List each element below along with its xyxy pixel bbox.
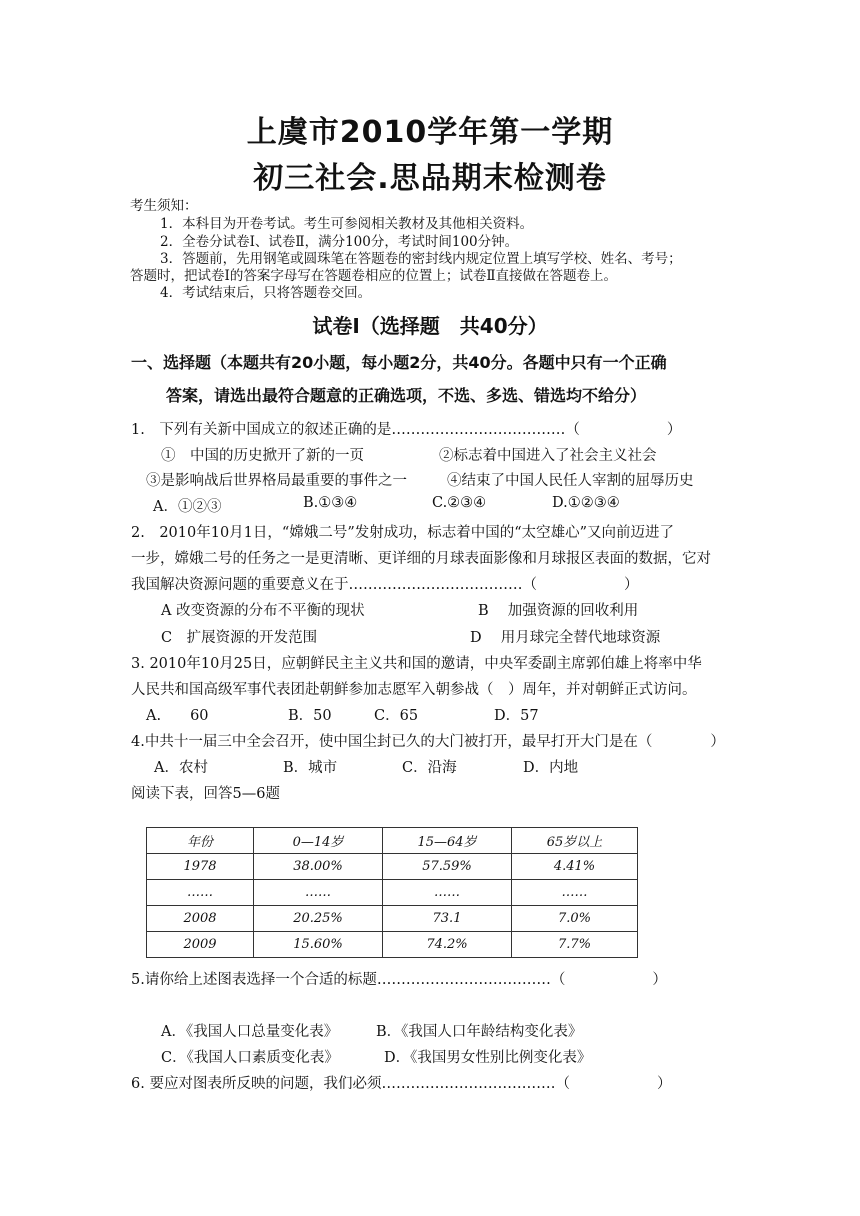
- choice-b: B．城市: [283, 760, 338, 776]
- choice-c: C．《我国人口素质变化表》: [161, 1050, 339, 1066]
- choice-c: C.②③④: [432, 495, 487, 511]
- choice-d: D．内地: [523, 760, 579, 776]
- table-cell: 57.59%: [383, 854, 512, 880]
- choice-d: D.①②③④: [552, 495, 620, 511]
- notice-item: 答题时，把试卷Ⅰ的答案字母写在答题卷相应的位置上；试卷Ⅱ直接做在答题卷上。: [130, 268, 618, 284]
- question-stem: 4.中共十一届三中全会召开，使中国尘封已久的大门被打开，最早打开大门是在（ ）: [131, 734, 725, 750]
- choice-d: D 用月球完全替代地球资源: [470, 630, 661, 646]
- exam-title-line1: 上虞市2010学年第一学期: [246, 115, 614, 150]
- table-cell: 74.2%: [383, 932, 512, 958]
- paper-heading: 试卷Ⅰ（选择题 共40分）: [312, 314, 548, 338]
- table-cell: 7.7%: [512, 932, 638, 958]
- table-header-cell: 15—64岁: [383, 828, 512, 854]
- table-cell: ……: [383, 880, 512, 906]
- table-cell: 7.0%: [512, 906, 638, 932]
- table-row: [147, 880, 638, 906]
- statement-option: ③是影响战后世界格局最重要的事件之一: [146, 473, 407, 489]
- notice-item: 4．考试结束后，只将答题卷交回。: [160, 285, 372, 301]
- table-instruction: 阅读下表，回答5—6题: [131, 786, 280, 802]
- question-stem: 2. 2010年10月1日，“嫦娥二号”发射成功，标志着中国的“太空雄心”又向前迈进了: [131, 525, 675, 541]
- table-row: [147, 906, 638, 932]
- choice-d: D．《我国男女性别比例变化表》: [384, 1050, 592, 1066]
- table-cell: 2009: [147, 932, 254, 958]
- choice-c: C．65: [374, 708, 419, 724]
- table-cell: 15.60%: [254, 932, 383, 958]
- section-instruction-line2: 答案，请选出最符合题意的正确选项，不选、多选、错选均不给分）: [166, 386, 647, 405]
- question-stem: 我国解决资源问题的重要意义在于………………………………（ ）: [131, 577, 639, 593]
- notice-item: 3．答题前，先用钢笔或圆珠笔在答题卷的密封线内规定位置上填写学校、姓名、考号；: [160, 251, 682, 267]
- choice-a: A. 60: [146, 708, 209, 724]
- table-cell: 2008: [147, 906, 254, 932]
- choice-b: B.①③④: [303, 495, 358, 511]
- question-stem: 一步，嫦娥二号的任务之一是更清晰、更详细的月球表面影像和月球报区表面的数据，它对: [131, 551, 711, 567]
- question-stem: 人民共和国高级军事代表团赴朝鲜参加志愿军入朝参战（ ）周年，并对朝鲜正式访问。: [131, 682, 697, 698]
- table-row: [147, 854, 638, 880]
- table-cell: 38.00%: [254, 854, 383, 880]
- choice-a: A 改变资源的分布不平衡的现状: [161, 603, 365, 619]
- question-6-stem: 6. 要应对图表所反映的问题，我们必须………………………………（ ）: [131, 1076, 672, 1092]
- table-header-cell: 65岁以上: [512, 828, 638, 854]
- exam-title-line2: 初三社会.思品期末检测卷: [253, 161, 607, 196]
- section-instruction-line1: 一、选择题（本题共有20小题，每小题2分，共40分。各题中只有一个正确: [131, 353, 667, 372]
- question-stem: 1. 下列有关新中国成立的叙述正确的是………………………………（ ）: [131, 422, 682, 438]
- choice-c: C．沿海: [402, 760, 457, 776]
- notice-item: 2．全卷分试卷Ⅰ、试卷Ⅱ，满分100分，考试时间100分钟。: [160, 234, 519, 250]
- notice-item: 1．本科目为开卷考试。考生可参阅相关教材及其他相关资料。: [160, 216, 534, 232]
- table-cell: 73.1: [383, 906, 512, 932]
- statement-option: ① 中国的历史掀开了新的一页: [161, 448, 364, 464]
- question-stem: 5.请你给上述图表选择一个合适的标题………………………………（ ）: [131, 972, 667, 988]
- statement-option: ②标志着中国进入了社会主义社会: [439, 448, 657, 464]
- choice-d: D．57: [494, 708, 539, 724]
- choice-c: C 扩展资源的开发范围: [161, 630, 318, 646]
- choice-b: B．《我国人口年龄结构变化表》: [376, 1024, 583, 1040]
- statement-option: ④结束了中国人民任人宰割的屈辱历史: [447, 473, 694, 489]
- choice-b: B．50: [288, 708, 332, 724]
- table-cell: 4.41%: [512, 854, 638, 880]
- choice-a: A．农村: [154, 760, 208, 776]
- table-row: [147, 932, 638, 958]
- notice-label: 考生须知：: [130, 198, 198, 214]
- table-cell: ……: [512, 880, 638, 906]
- population-table: [146, 827, 638, 958]
- table-cell: 1978: [147, 854, 254, 880]
- table-cell: ……: [147, 880, 254, 906]
- choice-a: A．①②③: [153, 499, 222, 515]
- table-header-cell: 0—14岁: [254, 828, 383, 854]
- choice-b: B 加强资源的回收利用: [478, 603, 639, 619]
- table-cell: 20.25%: [254, 906, 383, 932]
- question-stem: 3. 2010年10月25日，应朝鲜民主主义共和国的邀请，中央军委副主席郭伯雄上将率中华: [131, 656, 702, 672]
- choice-a: A．《我国人口总量变化表》: [161, 1024, 339, 1040]
- table-cell: ……: [254, 880, 383, 906]
- table-header-cell: 年份: [147, 828, 254, 854]
- table-header-row: [147, 828, 638, 854]
